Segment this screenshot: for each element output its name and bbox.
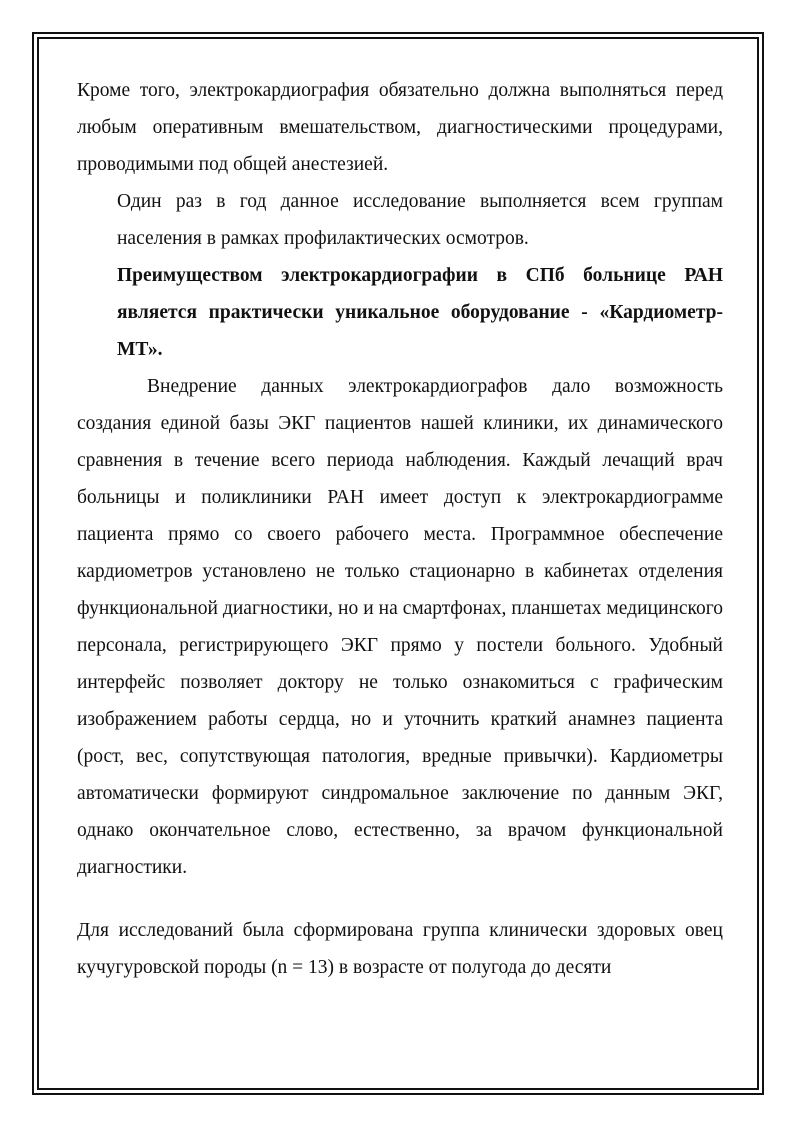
- paragraph-ecg-database: Внедрение данных электрокардиографов дало возможность создания единой базы ЭКГ пациентов нашей клиники, их динамического сравнения в течение всего периода наблюдения. Каждый лечащий врач больницы и поликлиники РАН имеет доступ к электрокардиограмме пациента прямо со своего рабочего места. Программное обеспечение кардиометров установлено не только стационарно в кабинетах отделения функциональной диагностики, но и на смартфонах, планшетах медицинского персонала, регистрирующего ЭКГ прямо у постели больного. Удобный интерфейс позволяет доктору не только ознакомиться с графическим изображением работы сердца, но и уточнить краткий анамнез пациента (рост, вес, сопутствующая патология, вредные привычки). Кардиометры автоматически формируют синдромальное заключение по данным ЭКГ, однако окончательное слово, естественно, за врачом функциональной диагностики.: [77, 376, 723, 878]
- paragraph-advantage-equipment: Преимуществом электрокардиографии в СПб больнице РАН является практически уникальное оборудование - «Кардиометр-МТ».: [117, 265, 723, 360]
- paragraph-annual-screening: Один раз в год данное исследование выполняется всем группам населения в рамках профилактических осмотров.: [117, 191, 723, 249]
- paragraph-ecg-before-surgery: Кроме того, электрокардиография обязательно должна выполняться перед любым оперативным вмешательством, диагностическими процедурами, проводимыми под общей анестезией.: [77, 80, 723, 175]
- document-body: [77, 72, 723, 986]
- paragraph-research-group: Для исследований была сформирована группа клинически здоровых овец кучугуровской породы (n = 13) в возрасте от полугода до десяти: [77, 920, 723, 978]
